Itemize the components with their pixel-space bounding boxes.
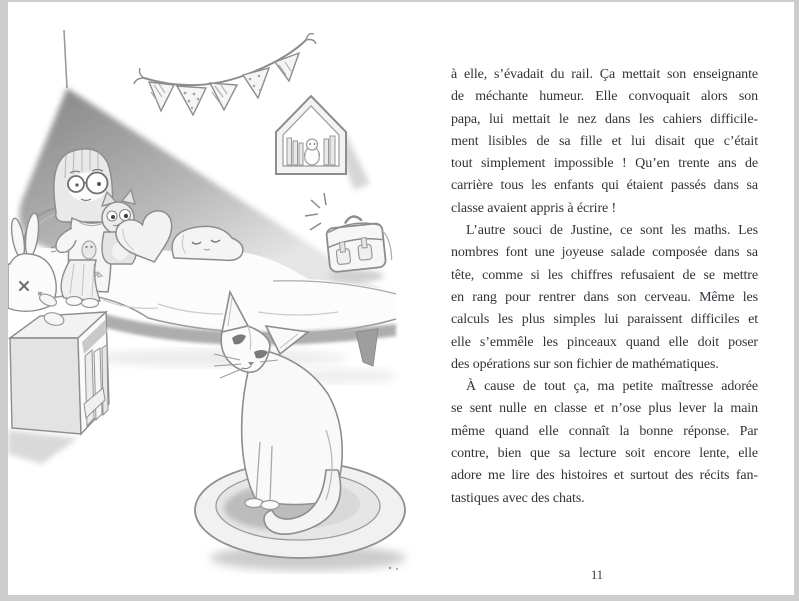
text-line: L’autre souci de Justine, ce sont les maths. Les — [466, 223, 758, 239]
text-line: des opérations sur son fichier de mathématiques. — [451, 356, 719, 372]
string-hook-right — [306, 34, 316, 44]
text-line: en rang pour rentrer dans son cerveau. Même les — [451, 289, 758, 305]
text-line: de méchante humeur. Elle convoquait alors son — [451, 89, 758, 105]
text-line: tout simplement impossible ! Qu’en trente ans de — [451, 156, 758, 172]
bird-figurine — [305, 139, 320, 165]
flag-striped — [275, 53, 299, 81]
page-number: 11 — [590, 568, 604, 582]
flag-dotted — [177, 86, 206, 115]
house-shelf — [276, 96, 370, 190]
text-line: tastiques avec des chats. — [451, 490, 585, 506]
sparkle-lines — [305, 193, 326, 230]
cat-paw — [261, 501, 279, 510]
text-line: papa, lui mettait le nez dans les cahiers difficile- — [451, 111, 758, 127]
text-column — [451, 64, 758, 510]
text-line: tête, comme si les chiffres refusaient de se mettre — [451, 267, 758, 283]
string-hook-left — [134, 68, 144, 84]
nightstand-books — [84, 345, 108, 426]
flag-dotted — [243, 68, 269, 98]
foot — [82, 299, 99, 308]
owl-print — [82, 241, 96, 259]
text-line: même quand elle connaît la bonne réponse. Par — [451, 423, 758, 439]
text-line: nombres font une joyeuse salade composée dans sa — [451, 245, 758, 261]
text-line: carrière tous les enfants qui étaient passés dans sa — [451, 178, 758, 194]
text-line: elle s’emmêle les pinceaux quand elle doit poser — [451, 334, 758, 350]
paragraph — [451, 220, 758, 376]
paragraph — [451, 376, 758, 510]
bed-leg — [356, 329, 378, 366]
text-line: contre, bien que sa lecture soit encore lente, elle — [451, 446, 758, 462]
text-line: ment lisibles de sa fille et lui disait que c’était — [451, 133, 758, 149]
bedroom-illustration — [8, 2, 448, 595]
text-line: À cause de tout ça, ma petite maîtresse adorée — [466, 379, 758, 395]
flag-striped — [210, 83, 237, 110]
satchel-handle — [345, 216, 361, 223]
text-line: à elle, s’évadait du rail. Ça mettait son enseignante — [451, 67, 758, 82]
text-line: adore me lire des histoires et surtout des récits fan- — [451, 468, 758, 484]
text-line: se sent nulle en classe et n’ose plus lever la main — [451, 401, 758, 417]
text-line: calculs les plus simples lui paraissent difficiles et — [451, 312, 758, 328]
foot — [66, 297, 82, 306]
bunting-flags — [134, 34, 316, 115]
paragraph — [451, 64, 758, 220]
book-page-spread — [8, 2, 794, 595]
nightstand-bookshelf — [8, 312, 109, 464]
glasses-right-lens — [87, 173, 108, 194]
text-line: classe avaient appris à écrire ! — [451, 200, 617, 216]
cat-paw — [245, 499, 263, 508]
